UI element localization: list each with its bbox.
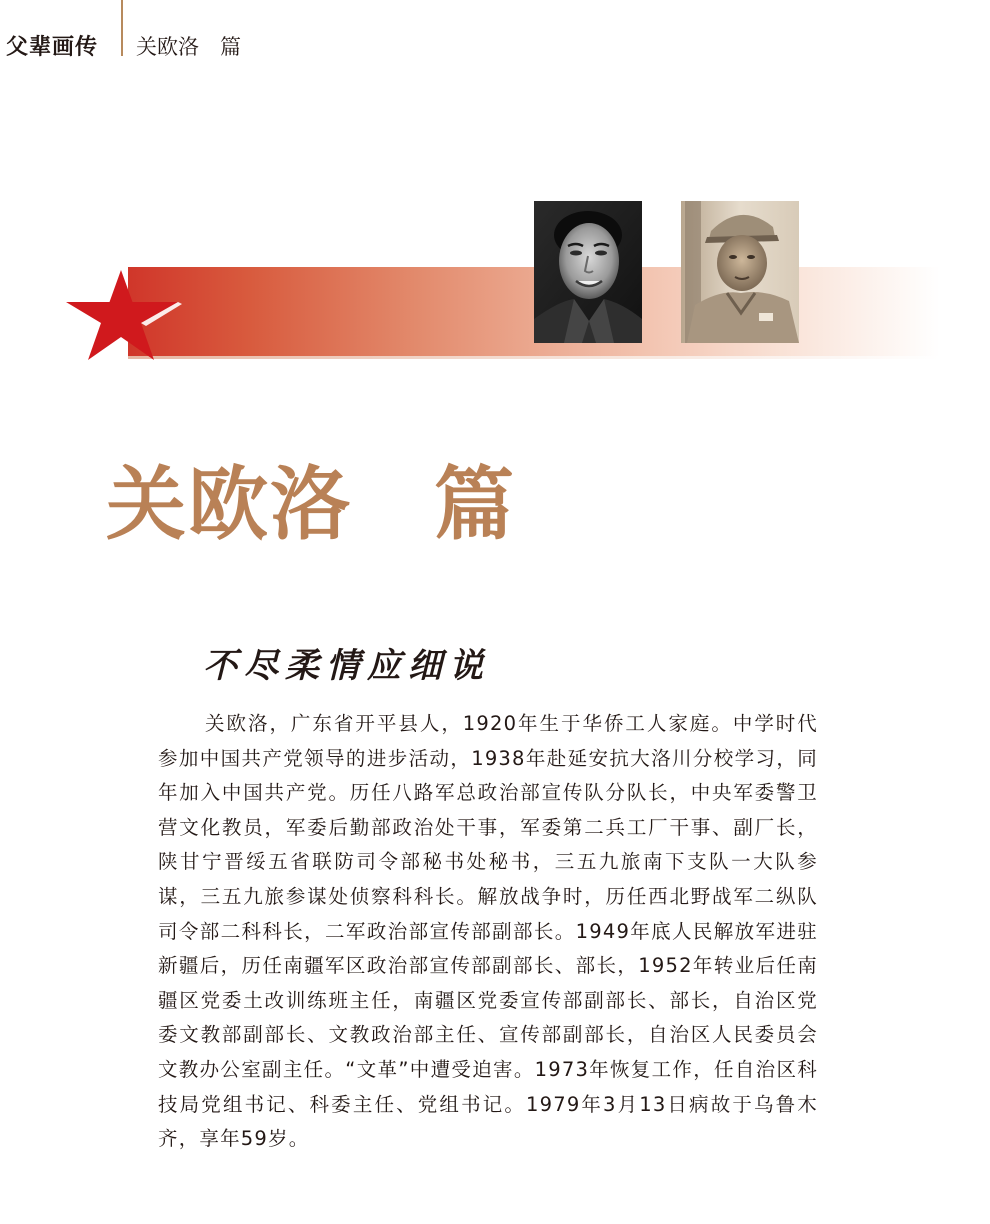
book-title: 父辈画传 — [6, 35, 99, 60]
military-photo — [681, 201, 799, 343]
military-image — [681, 201, 799, 343]
portrait-photo — [534, 201, 642, 343]
running-chapter-title: 关欧洛 篇 — [136, 35, 241, 59]
section-title: 不尽柔情应细说 — [203, 646, 490, 686]
red-star-icon — [66, 266, 182, 364]
chapter-title: 关欧洛 篇 — [106, 457, 516, 551]
header-divider — [121, 0, 123, 56]
running-header — [0, 0, 400, 70]
portrait-image — [534, 201, 642, 343]
banner-stripe — [128, 356, 940, 359]
biography-paragraph: 关欧洛，广东省开平县人，1920年生于华侨工人家庭。中学时代参加中国共产党领导的进步活动，1938年赴延安抗大洛川分校学习，同年加入中国共产党。历任八路军总政治部宣传队分队长，中央军委警卫营文化教员，军委后勤部政治处干事，军委第二兵工厂干事、副厂长，陕甘宁晋绥五省联防司令部秘书处秘书，三五九旅南下支队一大队参谋，三五九旅参谋处侦察科科长。解放战争时，历任西北野战军二纵队司令部二科科长，二军政治部宣传部副部长。1949年底人民解放军进驻新疆后，历任南疆军区政治部宣传部副部长、部长，1952年转业后任南疆区党委土改训练班主任，南疆区党委宣传部副部长、部长，自治区党委文教部副部长、文教政治部主任、宣传部副部长，自治区人民委员会文教办公室副主任。“文革”中遭受迫害。1973年恢复工作，任自治区科技局党组书记、科委主任、党组书记。1979年3月13日病故于乌鲁木齐，享年59岁。 — [158, 712, 818, 1151]
